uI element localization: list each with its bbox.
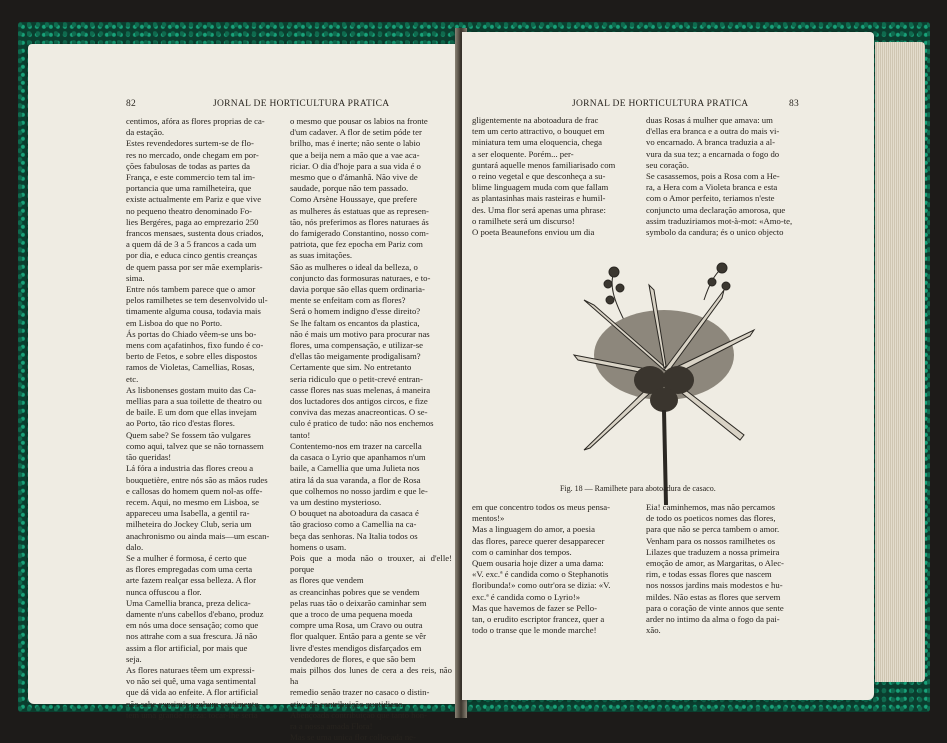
right-column-2-bottom: Eia! caminhemos, mas não percamos de todo os poeticos nomes das flores, para que não se perca tambem o amor. Venham para os nossos ramilhetes os Lilazes que traduzem a nossa primeira emoção de amor, as Margaritas, o Alec- rim, e todas essas flores que nascem nos nossos jardins mais modestos e hu- mildes. Não estas as flores que servem para o coração de vinte annos que sente arder no intimo da alma o fogo da pai- xão. (646, 502, 784, 636)
right-column-1-top: gligentemente na abotoadura de frac tem um certo attractivo, o bouquet em miniatura tem uma eloquencia, chega a ser eloquente. Porém... per- guntará aquelle menos familiarisado com o reino vegetal e que desconheça a su- blime linguagem muda com que fallam as plantasinhas mais rasteiras e humil- des. Uma flor será apenas uma phrase: o ramilhete será um discurso! O poeta Beaunefons enviou um dia (472, 115, 616, 238)
right-column-2-top: duas Rosas á mulher que amava: um d'ellas era branca e a outra do mais vi- vo encarnado. A branca traduzia a al- vura da sua tez; a encarnada o fogo do seu coração. Se casassemos, pois a Rosa com a He- ra, a Hera com a Violeta branca e esta com o Amor perfeito, teriamos n'este conjuncto uma declaração amorosa, que assim traduziriamos mot-à-mot: «Amo-te, symbolo da candura; és o unico objecto (646, 115, 793, 238)
figure-caption: Fig. 18 — Ramilhete para abotoadura de casaco. (560, 484, 716, 493)
left-column-2: o mesmo que pousar os labios na fronte d'um cadaver. A flor de setim póde ter brilho, mas é inerte; não sente o labio que a beija nem a mão que a vae aca- riciar. O dia d'hoje para a sua vida é o mesmo que o d'ámanhã. Não vive de saudade, porque não tem passado. Como Arsène Houssaye, que prefere as mulheres ás estatuas que as represen- tão, nós preferimos as flores naturaes ás do famigerado Constantino, nosso com- patriota, que fez epocha em Pariz com as suas imitações. São as mulheres o ideal da belleza, o conjuncto das formosuras naturaes, e to- davia porque são ellas quem ordinaria- mente se enfeitam com as flores? Será o homem indigno d'esse direito? Se lhe faltam os encantos da plastica, não é mais um motivo para procurar nas flores, uma compensação, e utilizar-se d'ellas tão meigamente prodigalisam? Certamente que sim. No entretanto seria ridiculo que o petit-crevé entran- casse flores nas suas melenas, á maneira dos luctadores dos antigos circos, e fize conviva das mezas anacreonticas. O se- culo é pratico de tudo: não nos enchemos tanto! Contentemo-nos em trazer na carcella da casaca o Lyrio que apanhamos n'um baile, a Camellia que uma Julieta nos atira lá da sua varanda, a flor de Rosa que colhemos no nosso jardim e que le- va um destino mysterioso. O bouquet na abotoadura da casaca é tão gracioso como a Camellia na ca- beça das senhoras. Na Italia todos os homens o usam. Pois que a moda não o trouxer, ai d'elle! porque as flores que vendem as creancinhas pobres que se vendem pelas ruas tão o deixarão caminhar sem que a troco de uma pequena moeda compre uma Rosa, um Cravo ou outra flor qualquer. Então para a gente se vêr livre d'estes mendigos disfarçados em vendedores de flores, e que são bem mais pilhos dos lunes de cera a des reis, não ha remedio senão trazer no casaco o distin- ctivo da contribuição quotidiana. Abençoada contribuição que tanto hon- ra a nossa amada Flora! Mas se uma unica flor collocada ne- (290, 116, 452, 743)
bouquet-engraving-icon (554, 260, 774, 510)
page-block-edge (875, 42, 925, 682)
left-running-head: JORNAL DE HORTICULTURA PRATICA (213, 99, 390, 109)
right-running-head: JORNAL DE HORTICULTURA PRATICA (572, 99, 749, 109)
left-page-number: 82 (126, 99, 137, 109)
right-page (462, 32, 874, 700)
right-column-1-bottom: em que concentro todos os meus pensa- mentos!» Mas a linguagem do amor, a poesia das flores, parece querer desapparecer com o caminhar dos tempos. Quem ousaria hoje dizer a uma dama: «V. exc.ª é candida como o Stephanotis floribunda!» como outr'ora se dizia: «V. exc.ª é candida como o Lyrio!» Mas que havemos de fazer se Pello- tan, o erudito escriptor francez, quer a todo o transe que le monde marche! (472, 502, 611, 636)
left-column-1: centimos, afóra as flores proprias de ca- da estação. Estes revendedores surtem-se de flo- res no mercado, onde chegam em por- ções fabulosas de todas as partes da França, e este commercio tem tal im- portancia que uma ramilheteira, que existe actualmente em Pariz e que vive no pequeno theatro denominado Fo- lies Bergéres, paga ao emprezario 250 francos mensaes, sustenta dous criados, a quem dá de 3 a 5 francos a cada um por dia, e educa cinco gentis creanças de quem passa por ser mãe exemplaris- sima. Entre nós tambem parece que o amor pelos ramilhetes se tem desenvolvido ul- timamente alguma cousa, todavia mais em Lisboa do que no Porto. Ás portas do Chiado vêem-se uns bo- mens com açafatinhos, fixo fundo é co- berto de Fetos, e sobre elles dispostos ramos de Violetas, Camellias, Rosas, etc. As lisbonenses gostam muito das Ca- mellias para a sua toilette de theatro ou de baile. E um dom que ellas invejam ao Porto, tão rico d'estas flores. Quem sabe? Se fossem tão vulgares como aqui, talvez que se não tornassem tão queridas! Lá fóra a industria das flores creou a bouquetière, entre nós são as mãos rudes e callosas do homem quem nol-as offe- recem. Aqui, no mesmo em Lisboa, se appareceu uma Isabella, a gentil ra- milheteira do Jockey Club, seria um anachronismo ou ainda mais—um escan- dalo. Se a mulher é formosa, é certo que as flores empregadas com uma certa arte fazem realçar essa belleza. A flor nunca offuscou a flor. Uma Camellia branca, preza delica- damente n'uns cabellos d'ebano, produz em nós uma doce sensação; como que nos attrahe com a sua frescura. Já não assim a flor artificial, por mais que seja. As flores naturaes têem um expressi- vo não sei quê, uma vaga sentimental que dá vida ao enfeite. A flor artificial não sabe exprimir nenhum sentimento, tem uma grande frieza: tocar-lhe seria (126, 116, 270, 720)
right-page-number: 83 (789, 99, 800, 109)
left-page (28, 44, 460, 743)
